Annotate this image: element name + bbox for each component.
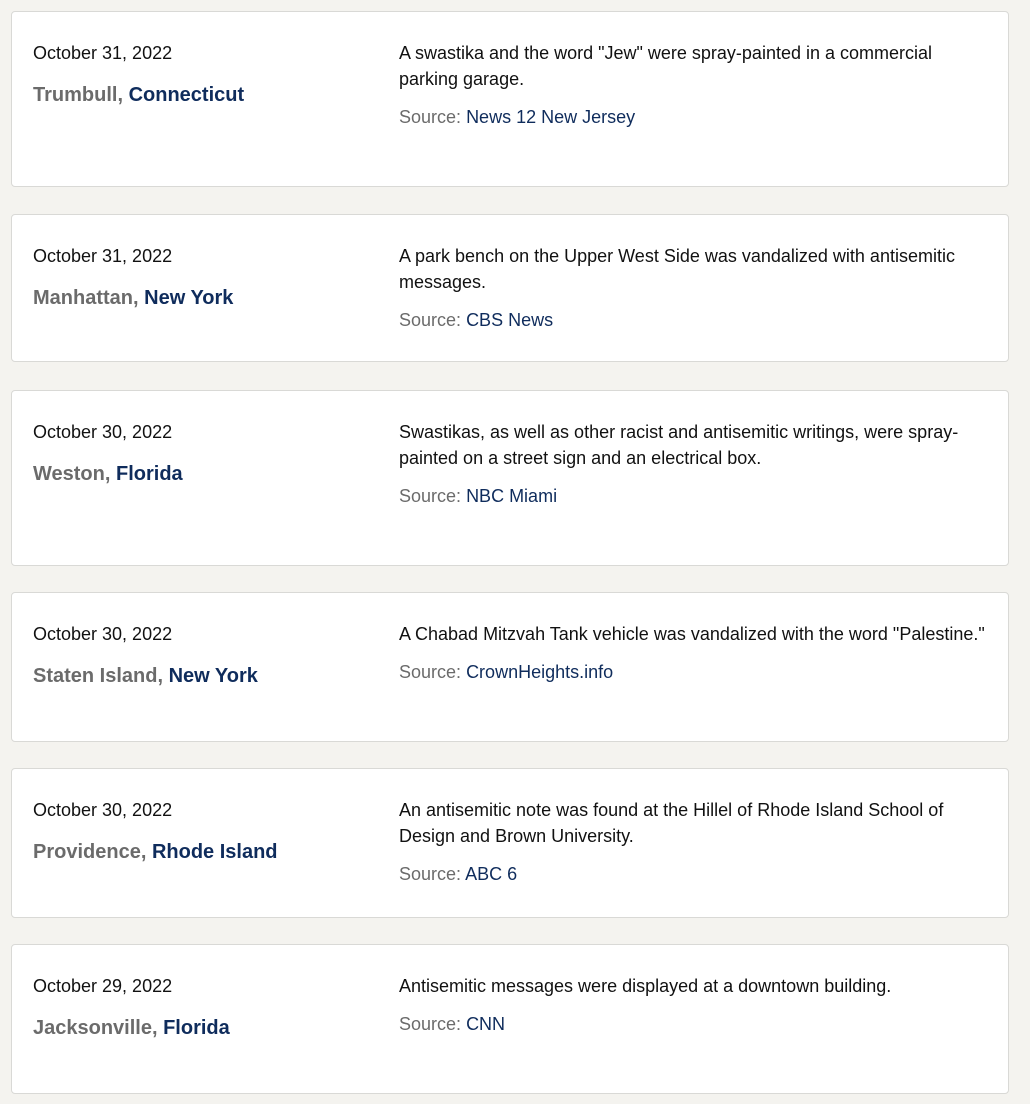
incident-state-link[interactable]: Florida (115, 463, 183, 485)
incident-details (399, 973, 989, 1035)
incident-location: Weston, Florida (33, 463, 183, 485)
source-link[interactable]: ABC 6 (465, 864, 518, 884)
incident-city: Weston (33, 463, 105, 485)
source-label: Source: (399, 486, 462, 506)
incident-date: October 30, 2022 (33, 624, 173, 644)
source-link[interactable]: CrownHeights.info (466, 662, 614, 682)
source-label: Source: (399, 1014, 462, 1034)
incident-meta (33, 799, 363, 864)
source-label: Source: (399, 310, 462, 330)
incident-details (399, 797, 989, 885)
incident-source (399, 485, 989, 507)
incident-card (11, 592, 1009, 742)
incident-source (399, 309, 989, 331)
incident-details (399, 243, 989, 331)
incident-meta (33, 421, 363, 486)
incident-meta (33, 623, 363, 688)
incident-description: Antisemitic messages were displayed at a downtown building. (399, 976, 892, 996)
incident-source (399, 1013, 989, 1035)
incident-source (399, 661, 989, 683)
incident-state-link[interactable]: Rhode Island (151, 841, 278, 863)
incident-date: October 30, 2022 (33, 800, 173, 820)
source-label: Source: (399, 107, 462, 127)
incident-city: Staten Island (33, 665, 158, 687)
incident-details (399, 621, 989, 683)
incident-location: Staten Island, New York (33, 665, 258, 687)
incident-card (11, 944, 1009, 1094)
incident-card (11, 390, 1009, 566)
incident-card (11, 768, 1009, 918)
incident-city: Manhattan (33, 287, 133, 309)
incident-city: Providence (33, 841, 141, 863)
incident-meta (33, 42, 363, 107)
incident-city: Jacksonville (33, 1017, 152, 1039)
incident-location: Manhattan, New York (33, 287, 234, 309)
incident-city: Trumbull (33, 84, 118, 106)
incident-location: Trumbull, Connecticut (33, 84, 245, 106)
incident-details (399, 419, 989, 507)
incident-description: A park bench on the Upper West Side was vandalized with antisemitic messages. (399, 246, 955, 292)
incident-description: A Chabad Mitzvah Tank vehicle was vandalized with the word "Palestine." (399, 624, 985, 644)
incident-state-link[interactable]: New York (144, 287, 234, 309)
incident-date: October 31, 2022 (33, 246, 173, 266)
incident-description: Swastikas, as well as other racist and antisemitic writings, were spray-painted on a street sign and an electrical box. (399, 422, 959, 468)
incident-date: October 29, 2022 (33, 976, 173, 996)
incident-source (399, 863, 989, 885)
incident-source (399, 106, 989, 128)
source-link[interactable]: NBC Miami (466, 486, 558, 506)
incident-state-link[interactable]: Florida (163, 1017, 230, 1039)
incident-location: Jacksonville, Florida (33, 1017, 230, 1039)
incident-meta (33, 245, 363, 310)
incident-meta (33, 975, 363, 1040)
incident-description: An antisemitic note was found at the Hillel of Rhode Island School of Design and Brown University. (399, 800, 944, 846)
source-label: Source: (399, 662, 462, 682)
incident-details (399, 40, 989, 128)
incident-date: October 30, 2022 (33, 422, 173, 442)
incident-description: A swastika and the word "Jew" were spray-painted in a commercial parking garage. (399, 43, 933, 89)
source-link[interactable]: CNN (466, 1014, 506, 1034)
source-link[interactable]: CBS News (466, 310, 554, 330)
source-link[interactable]: News 12 New Jersey (466, 107, 636, 127)
incident-state-link[interactable]: New York (168, 665, 258, 687)
incident-card (11, 11, 1009, 187)
incident-state-link[interactable]: Connecticut (128, 84, 245, 106)
incident-date: October 31, 2022 (33, 43, 173, 63)
source-label: Source: (399, 864, 462, 884)
incident-location: Providence, Rhode Island (33, 841, 278, 863)
incident-card (11, 214, 1009, 362)
